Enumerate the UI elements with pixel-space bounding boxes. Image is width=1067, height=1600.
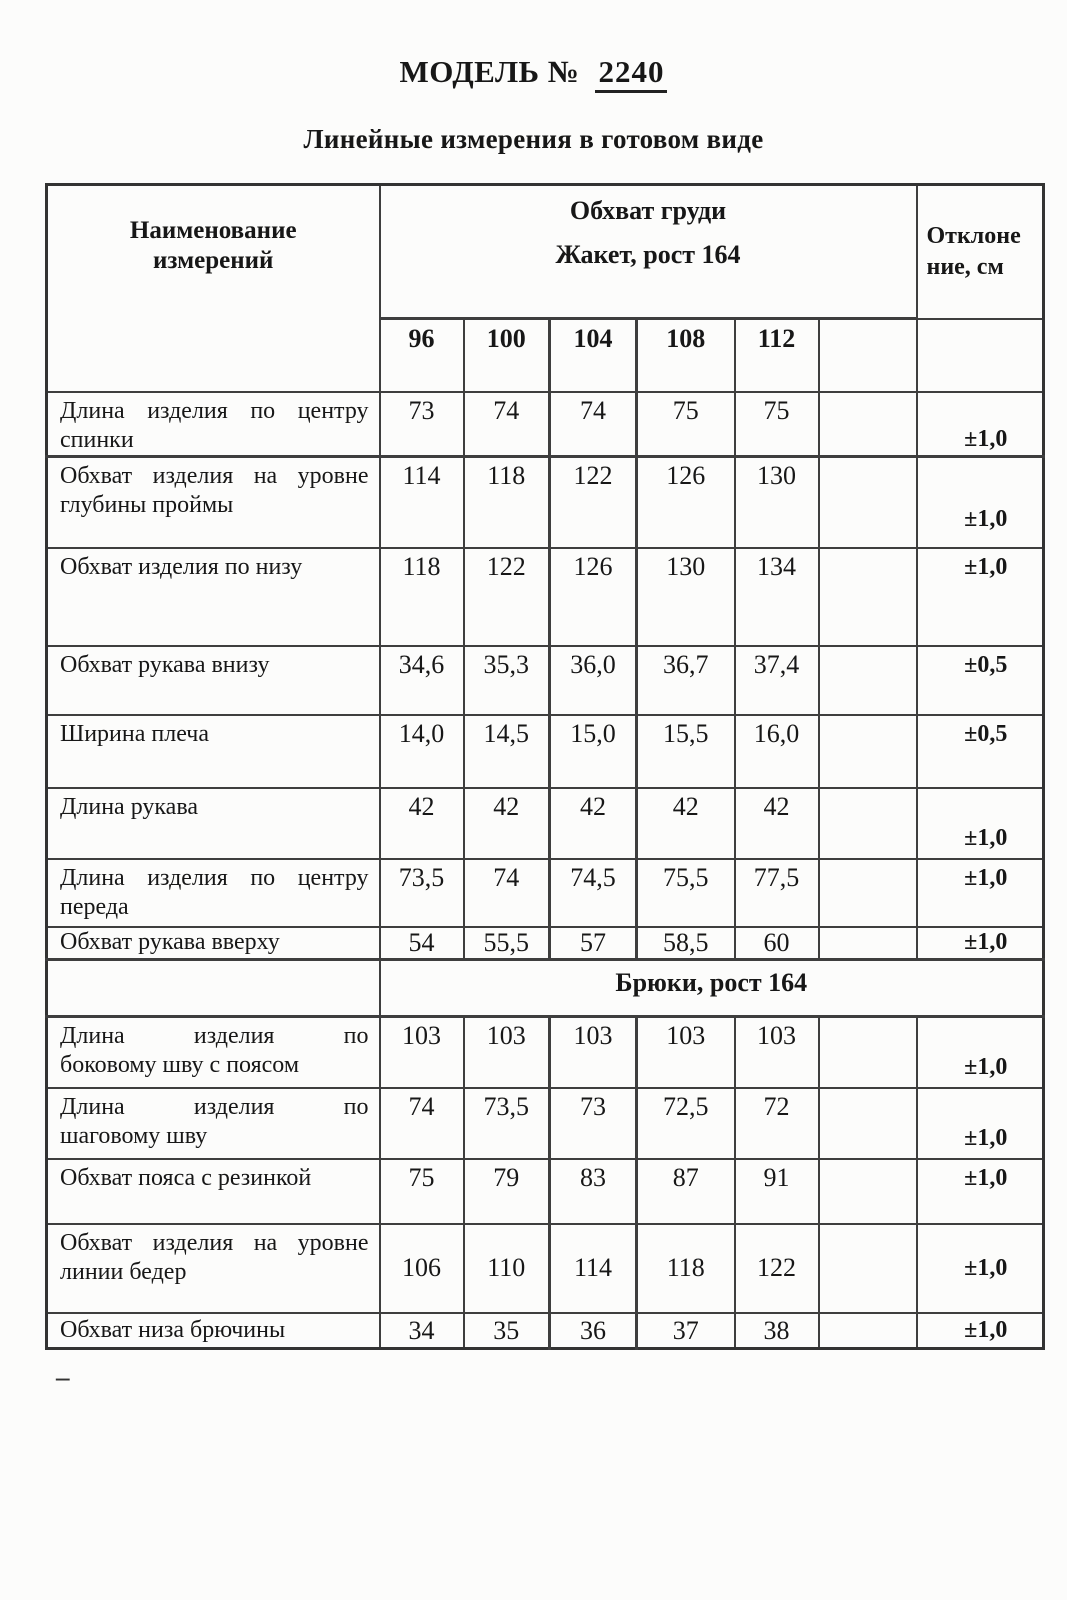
deviation-header-line2: ние, см xyxy=(926,253,1004,280)
empty-cell xyxy=(819,715,917,788)
size-header-cell: 100 xyxy=(464,319,550,392)
value-cell: 15,0 xyxy=(550,715,637,788)
value-cell: 103 xyxy=(380,1017,464,1088)
table-row xyxy=(47,392,1044,457)
value-cell: 75 xyxy=(637,392,735,457)
title-prefix: МОДЕЛЬ № xyxy=(399,54,580,89)
empty-cell xyxy=(819,457,917,548)
value-cell: 122 xyxy=(550,457,637,548)
deviation-cell: ±1,0 xyxy=(917,548,1044,646)
value-cell: 130 xyxy=(637,548,735,646)
deviation-cell: ±0,5 xyxy=(917,646,1044,715)
value-cell: 38 xyxy=(735,1313,819,1349)
value-cell: 126 xyxy=(550,548,637,646)
table-row xyxy=(47,457,1044,548)
measurement-label: Обхват изделия на уровне глубины проймы xyxy=(47,457,380,548)
value-cell: 114 xyxy=(550,1224,637,1313)
value-cell: 74 xyxy=(380,1088,464,1159)
value-cell: 87 xyxy=(637,1159,735,1224)
value-cell: 103 xyxy=(464,1017,550,1088)
empty-cell xyxy=(819,392,917,457)
empty-cell xyxy=(819,1224,917,1313)
value-cell: 14,0 xyxy=(380,715,464,788)
table-row xyxy=(47,1313,1044,1349)
value-cell: 42 xyxy=(550,788,637,859)
value-cell: 130 xyxy=(735,457,819,548)
value-cell: 73 xyxy=(380,392,464,457)
empty-cell xyxy=(47,960,380,1017)
empty-cell xyxy=(819,1159,917,1224)
table-row xyxy=(47,646,1044,715)
value-cell: 83 xyxy=(550,1159,637,1224)
table-row xyxy=(47,788,1044,859)
value-cell: 73,5 xyxy=(380,859,464,927)
value-cell: 37,4 xyxy=(735,646,819,715)
table-row xyxy=(47,859,1044,927)
label-line2: боковому шву с поясом xyxy=(60,1052,300,1079)
deviation-header-line1: Отклоне xyxy=(926,222,1021,249)
deviation-cell: ±1,0 xyxy=(917,392,1044,457)
empty-cell xyxy=(819,1017,917,1088)
chest-group-header xyxy=(380,185,917,319)
empty-header-cell xyxy=(819,319,917,392)
table-row xyxy=(47,1017,1044,1088)
value-cell: 114 xyxy=(380,457,464,548)
value-cell: 75,5 xyxy=(637,859,735,927)
value-cell: 74 xyxy=(550,392,637,457)
value-cell: 73,5 xyxy=(464,1088,550,1159)
value-cell: 77,5 xyxy=(735,859,819,927)
value-cell: 103 xyxy=(550,1017,637,1088)
value-cell: 118 xyxy=(464,457,550,548)
measurement-label xyxy=(47,1088,380,1159)
value-cell: 72 xyxy=(735,1088,819,1159)
value-cell: 42 xyxy=(464,788,550,859)
table-row xyxy=(47,927,1044,960)
measurement-label: Обхват изделия на уровне линии бедер xyxy=(47,1224,380,1313)
measurements-table xyxy=(45,183,1045,1350)
value-cell: 34 xyxy=(380,1313,464,1349)
value-cell: 110 xyxy=(464,1224,550,1313)
value-cell: 134 xyxy=(735,548,819,646)
empty-cell xyxy=(819,1088,917,1159)
value-cell: 36 xyxy=(550,1313,637,1349)
measurement-label: Обхват пояса с резинкой xyxy=(47,1159,380,1224)
size-header-cell: 108 xyxy=(637,319,735,392)
label-line1: Длина изделия по xyxy=(60,1093,369,1120)
value-cell: 35,3 xyxy=(464,646,550,715)
value-cell: 42 xyxy=(637,788,735,859)
value-cell: 54 xyxy=(380,927,464,960)
value-cell: 16,0 xyxy=(735,715,819,788)
empty-cell xyxy=(819,927,917,960)
deviation-cell: ±1,0 xyxy=(917,1159,1044,1224)
deviation-cell: ±1,0 xyxy=(917,788,1044,859)
value-cell: 36,0 xyxy=(550,646,637,715)
value-cell: 74 xyxy=(464,392,550,457)
deviation-cell: ±1,0 xyxy=(917,927,1044,960)
value-cell: 36,7 xyxy=(637,646,735,715)
empty-cell xyxy=(819,1313,917,1349)
measurement-label: Ширина плеча xyxy=(47,715,380,788)
value-cell: 118 xyxy=(380,548,464,646)
size-header-cell: 104 xyxy=(550,319,637,392)
model-number: 2240 xyxy=(595,54,667,93)
measurement-label: Длина рукава xyxy=(47,788,380,859)
value-cell: 74,5 xyxy=(550,859,637,927)
value-cell: 72,5 xyxy=(637,1088,735,1159)
value-cell: 122 xyxy=(464,548,550,646)
value-cell: 57 xyxy=(550,927,637,960)
value-cell: 103 xyxy=(637,1017,735,1088)
empty-cell xyxy=(819,646,917,715)
name-column-header: Наименование измерений xyxy=(47,185,380,392)
label-line2: шаговому шву xyxy=(60,1122,208,1149)
deviation-cell: ±1,0 xyxy=(917,1313,1044,1349)
value-cell: 118 xyxy=(637,1224,735,1313)
value-cell: 106 xyxy=(380,1224,464,1313)
deviation-cell: ±1,0 xyxy=(917,1224,1044,1313)
empty-header-cell xyxy=(917,319,1044,392)
table-header-row xyxy=(47,185,1044,319)
measurement-label xyxy=(47,1017,380,1088)
footer-dash: – xyxy=(56,1362,70,1392)
trousers-section-header: Брюки, рост 164 xyxy=(380,960,1044,1017)
value-cell: 37 xyxy=(637,1313,735,1349)
value-cell: 34,6 xyxy=(380,646,464,715)
deviation-cell: ±0,5 xyxy=(917,715,1044,788)
measurement-label: Обхват изделия по низу xyxy=(47,548,380,646)
value-cell: 126 xyxy=(637,457,735,548)
empty-cell xyxy=(819,859,917,927)
value-cell: 42 xyxy=(380,788,464,859)
value-cell: 15,5 xyxy=(637,715,735,788)
value-cell: 75 xyxy=(380,1159,464,1224)
value-cell: 75 xyxy=(735,392,819,457)
chest-label: Обхват груди xyxy=(569,196,727,225)
value-cell: 74 xyxy=(464,859,550,927)
empty-cell xyxy=(819,548,917,646)
measurement-label: Длина изделия по центру переда xyxy=(47,859,380,927)
value-cell: 42 xyxy=(735,788,819,859)
size-header-cell: 112 xyxy=(735,319,819,392)
value-cell: 55,5 xyxy=(464,927,550,960)
label-line1: Длина изделия по xyxy=(60,1023,369,1050)
table-row xyxy=(47,1224,1044,1313)
measurement-label: Обхват рукава внизу xyxy=(47,646,380,715)
table-row xyxy=(47,1088,1044,1159)
page-subtitle: Линейные измерения в готовом виде xyxy=(303,124,764,154)
deviation-cell: ±1,0 xyxy=(917,859,1044,927)
empty-cell xyxy=(819,788,917,859)
value-cell: 122 xyxy=(735,1224,819,1313)
deviation-cell: ±1,0 xyxy=(917,1088,1044,1159)
value-cell: 58,5 xyxy=(637,927,735,960)
value-cell: 73 xyxy=(550,1088,637,1159)
value-cell: 103 xyxy=(735,1017,819,1088)
value-cell: 79 xyxy=(464,1159,550,1224)
deviation-cell: ±1,0 xyxy=(917,1017,1044,1088)
section-row xyxy=(47,960,1044,1017)
deviation-cell: ±1,0 xyxy=(917,457,1044,548)
size-header-cell: 96 xyxy=(380,319,464,392)
table-row xyxy=(47,1159,1044,1224)
measurement-label: Обхват рукава вверху xyxy=(47,927,380,960)
table-row xyxy=(47,715,1044,788)
value-cell: 14,5 xyxy=(464,715,550,788)
value-cell: 60 xyxy=(735,927,819,960)
deviation-column-header xyxy=(917,185,1044,319)
table-row xyxy=(47,548,1044,646)
page-title xyxy=(0,54,1067,90)
jacket-section-label: Жакет, рост 164 xyxy=(555,240,741,269)
value-cell: 91 xyxy=(735,1159,819,1224)
value-cell: 35 xyxy=(464,1313,550,1349)
measurement-label: Длина изделия по центру спинки xyxy=(47,392,380,457)
measurement-label: Обхват низа брючины xyxy=(47,1313,380,1349)
